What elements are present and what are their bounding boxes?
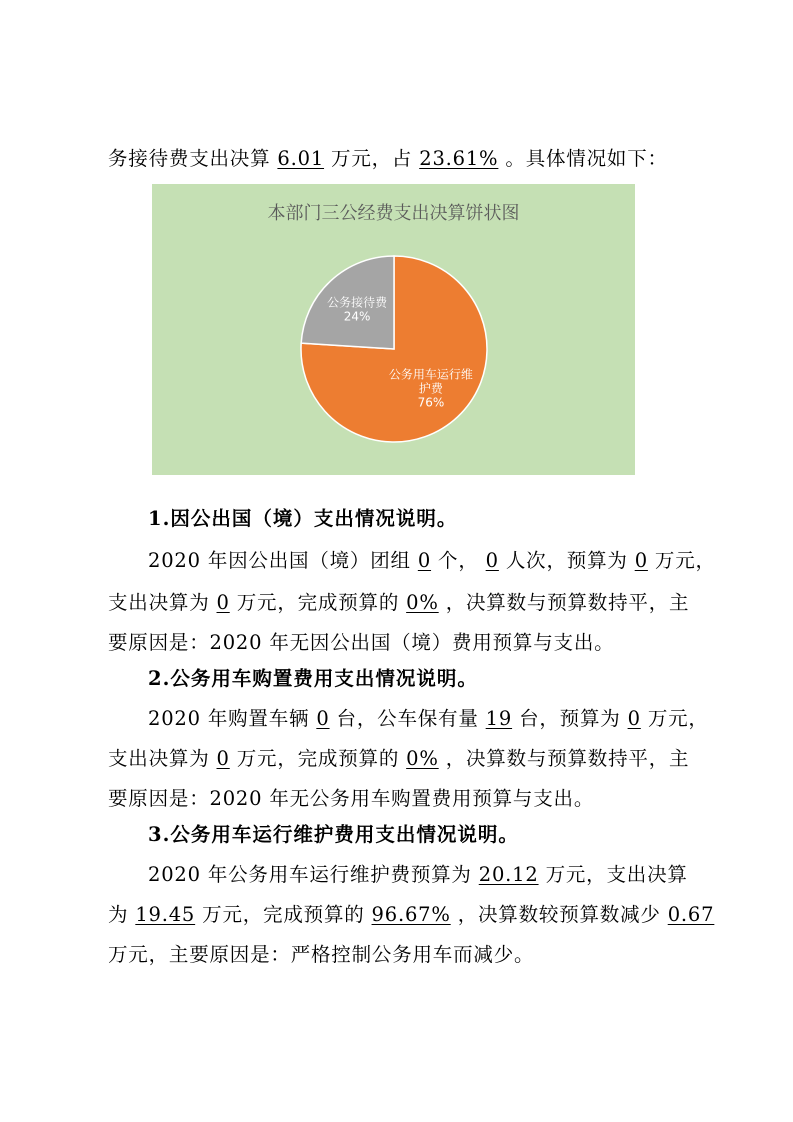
s1-text: 万元， bbox=[654, 549, 716, 572]
s2-text: 台，预算为 bbox=[519, 707, 621, 730]
s2-actual: 0 bbox=[216, 747, 230, 770]
reception-amount: 6.01 bbox=[277, 147, 325, 170]
s1-groups: 0 bbox=[417, 549, 432, 572]
s3-completion: 96.67% bbox=[371, 903, 451, 926]
s3-text: 为 bbox=[108, 903, 129, 926]
reception-percent: 23.61% bbox=[419, 147, 499, 170]
intro-prefix: 务接待费支出决算 bbox=[108, 147, 271, 170]
section1-line3: 要原因是：2020 年无因公出国（境）费用预算与支出。 bbox=[108, 631, 615, 654]
pie-chart bbox=[152, 184, 635, 475]
s3-actual: 19.45 bbox=[135, 903, 196, 926]
intro-suffix: 。具体情况如下： bbox=[505, 147, 668, 170]
s1-persons: 0 bbox=[485, 549, 499, 572]
section3-heading: 3.公务用车运行维护费用支出情况说明。 bbox=[148, 823, 519, 846]
s2-owned: 19 bbox=[485, 707, 513, 730]
s1-budget: 0 bbox=[634, 549, 648, 572]
pie-slice-label-0: 公务用车运行维护费 76% bbox=[388, 367, 473, 410]
s2-text: 万元， bbox=[647, 707, 709, 730]
s1-text: 万元，完成预算的 bbox=[236, 591, 400, 614]
section2-line3: 要原因是：2020 年无公务用车购置费用预算与支出。 bbox=[108, 787, 595, 810]
pie-slice-label-1: 公务接待费 24% bbox=[327, 295, 388, 324]
s1-text: 人次，预算为 bbox=[505, 549, 628, 572]
pie-chart-svg bbox=[152, 184, 635, 475]
s2-completion: 0% bbox=[406, 747, 439, 770]
s2-purchased: 0 bbox=[316, 707, 330, 730]
s1-actual: 0 bbox=[216, 591, 230, 614]
s1-completion: 0% bbox=[406, 591, 439, 614]
s2-text: 2020 年购置车辆 bbox=[148, 707, 310, 730]
s3-budget: 20.12 bbox=[478, 863, 539, 886]
intro-mid: 万元，占 bbox=[331, 147, 413, 170]
section2-line1 bbox=[148, 706, 709, 732]
intro-line bbox=[108, 146, 668, 172]
s1-text: 2020 年因公出国（境）团组 bbox=[148, 549, 411, 572]
s2-text: ，决算数与预算数持平，主 bbox=[445, 747, 690, 770]
section3-line1 bbox=[148, 862, 688, 888]
s2-text: 台，公车保有量 bbox=[336, 707, 479, 730]
section2-heading: 2.公务用车购置费用支出情况说明。 bbox=[148, 667, 478, 690]
s3-decrease: 0.67 bbox=[667, 903, 715, 926]
section3-line3: 万元，主要原因是：严格控制公务用车而减少。 bbox=[108, 943, 535, 966]
s1-text: 支出决算为 bbox=[108, 591, 210, 614]
s2-text: 支出决算为 bbox=[108, 747, 210, 770]
s3-text: 万元，支出决算 bbox=[545, 863, 688, 886]
section1-line2 bbox=[108, 590, 689, 616]
chart-title: 本部门三公经费支出决算饼状图 bbox=[267, 203, 520, 224]
section3-line2 bbox=[108, 902, 714, 928]
section2-line2 bbox=[108, 746, 689, 772]
section1-heading: 1.因公出国（境）支出情况说明。 bbox=[148, 507, 458, 530]
s3-text: 2020 年公务用车运行维护费预算为 bbox=[148, 863, 472, 886]
s3-text: 万元，完成预算的 bbox=[202, 903, 365, 926]
s3-text: ，决算数较预算数减少 bbox=[457, 903, 661, 926]
section1-line1 bbox=[148, 548, 716, 574]
s2-text: 万元，完成预算的 bbox=[236, 747, 400, 770]
s2-budget: 0 bbox=[627, 707, 641, 730]
s1-text: ，决算数与预算数持平，主 bbox=[445, 591, 690, 614]
s1-text: 个， bbox=[438, 549, 479, 572]
